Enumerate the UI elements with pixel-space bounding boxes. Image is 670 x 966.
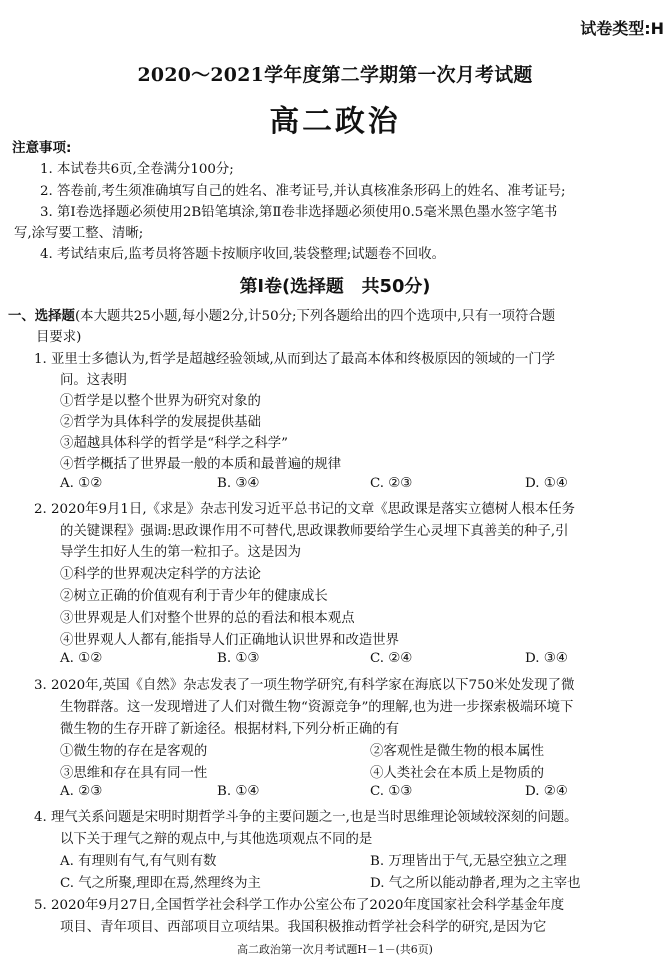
option-b: B. ①④	[217, 784, 260, 799]
notice-item: 1. 本试卷共6页,全卷满分100分;	[40, 162, 234, 177]
question-stem: 3. 2020年,英国《自然》杂志发表了一项生物学研究,有科学家在海底以下750米处发现了微	[34, 678, 575, 693]
option-d: D. 气之所以能动静者,理为之主宰也	[370, 876, 581, 891]
option-d: D. ①④	[525, 476, 568, 491]
option-c: C. 气之所聚,理即在焉,然理终为主	[60, 876, 261, 891]
statement: ①微生物的存在是客观的	[60, 744, 208, 759]
section-desc-continued: 目要求)	[36, 330, 82, 345]
statement: ②树立正确的价值观有利于青少年的健康成长	[60, 589, 328, 604]
section-desc: (本大题共25小题,每小题2分,计50分;下列各题给出的四个选项中,只有一项符合题	[74, 309, 556, 324]
statement: ③思维和存在具有同一性	[60, 766, 208, 781]
statement: ④世界观人人都有,能指导人们正确地认识世界和改造世界	[60, 633, 400, 648]
option-a: A. ①②	[60, 476, 103, 491]
question-stem: 1. 亚里士多德认为,哲学是超越经验领域,从而到达了最高本体和终极原因的领域的一门学	[34, 352, 555, 367]
option-c: C. ①③	[370, 784, 413, 799]
option-b: B. ③④	[217, 476, 260, 491]
question-stem: 以下关于理气之辩的观点中,与其他选项观点不同的是	[60, 832, 373, 847]
part1-heading: 第Ⅰ卷(选择题 共50分)	[239, 276, 431, 297]
notice-item: 4. 考试结束后,监考员将答题卡按顺序收回,装袋整理;试题卷不回收。	[40, 247, 445, 262]
statement: ①哲学是以整个世界为研究对象的	[60, 394, 261, 409]
option-d: D. ②④	[525, 784, 568, 799]
statement: ④人类社会在本质上是物质的	[370, 766, 545, 781]
statement: ①科学的世界观决定科学的方法论	[60, 567, 261, 582]
question-stem: 生物群落。这一发现增进了人们对微生物“资源竞争”的理解,也为进一步探索极端环境下	[60, 700, 574, 715]
option-b: B. ①③	[217, 651, 260, 666]
notice-heading: 注意事项:	[12, 140, 72, 156]
option-d: D. ③④	[525, 651, 568, 666]
question-stem: 问。这表明	[60, 373, 127, 388]
section-heading	[8, 305, 555, 324]
option-b: B. 万理皆出于气,无悬空独立之理	[370, 854, 567, 869]
question-stem: 微生物的生存开辟了新途径。根据材料,下列分析正确的有	[60, 722, 400, 737]
question-stem: 5. 2020年9月27日,全国哲学社会科学工作办公室公布了2020年度国家社会科学基金年度	[34, 898, 565, 913]
notice-item: 2. 答卷前,考生须准确填写自己的姓名、准考证号,并认真核准条形码上的姓名、准考证号;	[40, 184, 566, 199]
question-stem: 4. 理气关系问题是宋明时期哲学斗争的主要问题之一,也是当时思维理论领域较深刻的问题。	[34, 810, 578, 825]
section-label: 一、选择题	[8, 309, 75, 324]
question-stem: 项目、青年项目、西部项目立项结果。我国积极推动哲学社会科学的研究,是因为它	[60, 920, 547, 935]
statement: ③世界观是人们对整个世界的总的看法和根本观点	[60, 611, 355, 626]
exam-title: 2020～2021学年度第二学期第一次月考试题	[137, 64, 533, 86]
statement: ②哲学为具体科学的发展提供基础	[60, 415, 261, 430]
question-stem: 2. 2020年9月1日,《求是》杂志刊发习近平总书记的文章《思政课是落实立德树人根本任务	[34, 502, 576, 517]
statement: ③超越具体科学的哲学是“科学之科学”	[60, 436, 288, 451]
notice-item: 3. 第Ⅰ卷选择题必须使用2B铅笔填涂,第Ⅱ卷非选择题必须使用0.5毫米黑色墨水签字笔书	[40, 205, 558, 220]
statement: ④哲学概括了世界最一般的本质和最普遍的规律	[60, 457, 342, 472]
option-a: A. ①②	[60, 651, 103, 666]
option-a: A. 有理则有气,有气则有数	[60, 854, 217, 869]
statement: ②客观性是微生物的根本属性	[370, 744, 545, 759]
option-c: C. ②④	[370, 651, 413, 666]
page-footer: 高二政治第一次月考试题H－1－(共6页)	[237, 943, 433, 956]
option-c: C. ②③	[370, 476, 413, 491]
subject-title: 高二政治	[269, 104, 401, 139]
question-stem: 的关键课程》强调:思政课作用不可替代,思政课教师要给学生心灵埋下真善美的种子,引	[60, 524, 569, 539]
option-a: A. ②③	[60, 784, 103, 799]
question-stem: 导学生扣好人生的第一粒扣子。这是因为	[60, 545, 302, 560]
paper-type-label: 试卷类型:H	[580, 19, 664, 38]
notice-item-continued: 写,涂写要工整、清晰;	[14, 226, 144, 241]
